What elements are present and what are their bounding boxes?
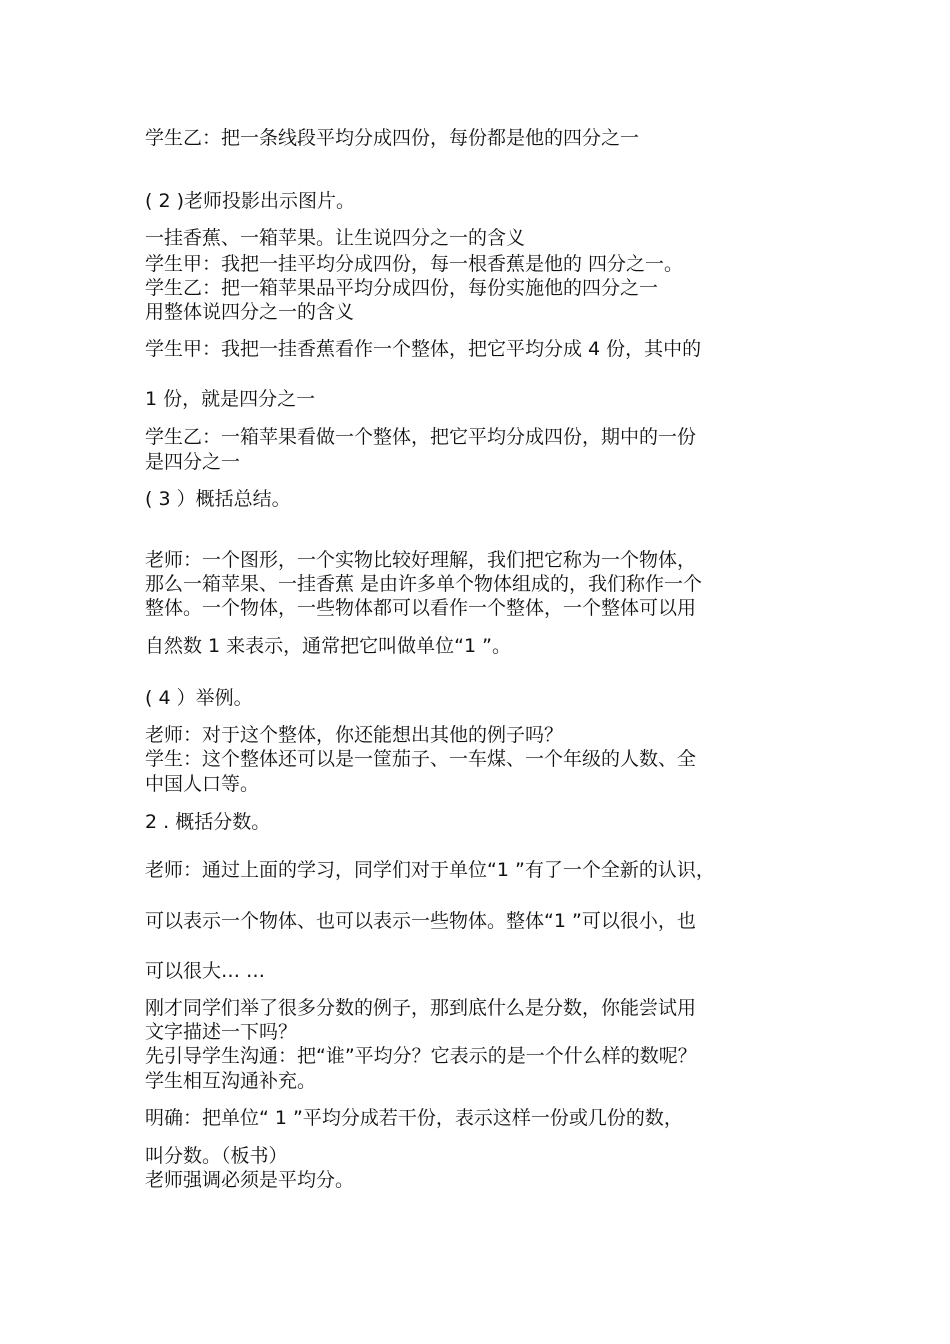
text-line: 那么一箱苹果、一挂香蕉 是由许多单个物体组成的，我们称作一个 — [145, 573, 703, 595]
text-line: 1 份，就是四分之一 — [145, 388, 316, 410]
text-line: 2 . 概括分数。 — [145, 811, 271, 833]
text-line: 老师：对于这个整体，你还能想出其他的例子吗？ — [145, 724, 564, 746]
text-line: 老师：通过上面的学习，同学们对于单位“1 ”有了一个全新的认识， — [145, 859, 715, 881]
text-line: 自然数 1 来表示，通常把它叫做单位“1 ”。 — [145, 635, 511, 657]
text-line: ( 3 ）概括总结。 — [145, 488, 291, 510]
text-line: 一挂香蕉、一箱苹果。让生说四分之一的含义 — [145, 227, 526, 249]
text-line: 老师强调必须是平均分。 — [145, 1169, 355, 1191]
text-line: 学生乙：一箱苹果看做一个整体，把它平均分成四份，期中的一份 — [145, 426, 697, 448]
text-line: 刚才同学们举了很多分数的例子，那到底什么是分数，你能尝试用 — [145, 997, 697, 1019]
text-line: 学生甲：我把一挂香蕉看作一个整体，把它平均分成 4 份，其中的 — [145, 338, 702, 360]
text-line: 学生相互沟通补充。 — [145, 1070, 317, 1092]
text-line: 文字描述一下吗？ — [145, 1021, 298, 1043]
text-line: 学生乙：把一条线段平均分成四份，每份都是他的四分之一 — [145, 127, 640, 149]
text-line: 整体。一个物体，一些物体都可以看作一个整体，一个整体可以用 — [145, 597, 697, 619]
text-line: 学生乙：把一箱苹果品平均分成四份，每份实施他的四分之一 — [145, 277, 659, 299]
text-line: 中国人口等。 — [145, 773, 260, 795]
text-line: 学生甲：我把一挂平均分成四份，每一根香蕉是他的 四分之一。 — [145, 253, 684, 275]
text-line: 先引导学生沟通：把“谁”平均分？它表示的是一个什么样的数呢？ — [145, 1045, 697, 1067]
text-line: 可以很大… … — [145, 960, 266, 982]
text-line: 学生：这个整体还可以是一筐茄子、一车煤、一个年级的人数、全 — [145, 748, 697, 770]
text-line: 用整体说四分之一的含义 — [145, 301, 355, 323]
text-line: 是四分之一 — [145, 451, 241, 473]
text-line: 明确：把单位“ 1 ”平均分成若干份，表示这样一份或几份的数， — [145, 1107, 683, 1129]
text-line: ( 2 )老师投影出示图片。 — [145, 190, 355, 212]
text-line: 老师：一个图形，一个实物比较好理解，我们把它称为一个物体， — [145, 549, 697, 571]
text-line: 可以表示一个物体、也可以表示一些物体。整体“1 ”可以很小，也 — [145, 910, 696, 932]
text-line: 叫分数。（板书） — [145, 1145, 288, 1167]
text-line: ( 4 ）举例。 — [145, 687, 253, 709]
